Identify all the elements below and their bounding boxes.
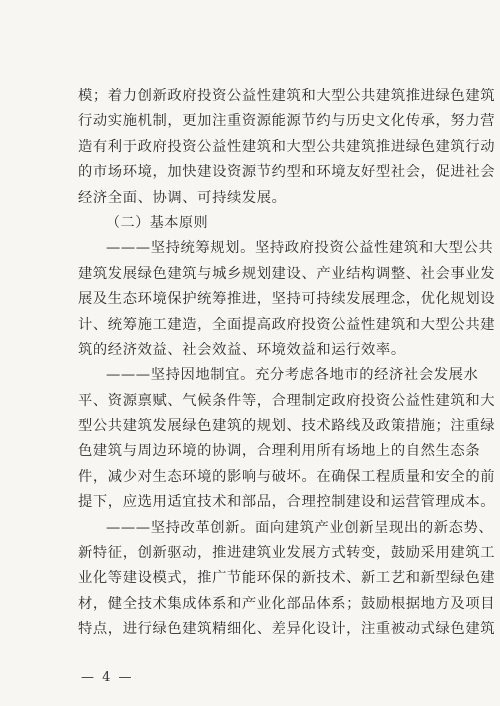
text-line: 筑的经济效益、社会效益、环境效益和运行效率。 — [78, 341, 406, 358]
page-number: — 4 — — [81, 670, 134, 685]
text-line: ———坚持改革创新。面向建筑产业创新呈现出的新态势、 — [106, 519, 494, 536]
text-line: 的市场环境，加快建设资源节约型和环境友好型社会，促进社会 — [78, 164, 496, 181]
text-line: 展及生态环境保护统筹推进，坚持可持续发展理念，优化规划设 — [78, 291, 496, 308]
text-line: 提下，应选用适宜技术和部品，合理控制建设和运营管理成本。 — [78, 494, 496, 511]
text-line: ———坚持统筹规划。坚持政府投资公益性建筑和大型公共 — [106, 240, 494, 257]
text-line: 色建筑与周边环境的协调，合理利用所有场地上的自然生态条 — [78, 443, 481, 460]
text-line: 平、资源禀赋、气候条件等，合理制定政府投资公益性建筑和大 — [78, 392, 496, 409]
text-line: ———坚持因地制宜。充分考虑各地市的经济社会发展水 — [106, 367, 479, 384]
text-line: 经济全面、协调、可持续发展。 — [78, 189, 287, 206]
text-line: 造有利于政府投资公益性建筑和大型公共建筑推进绿色建筑行动 — [78, 138, 496, 155]
text-line: 模；着力创新政府投资公益性建筑和大型公共建筑推进绿色建筑 — [78, 88, 496, 104]
body-text — [78, 86, 496, 645]
text-line: 计、统筹施工建造，全面提高政府投资公益性建筑和大型公共建 — [78, 316, 496, 333]
text-line: 特点，进行绿色建筑精细化、差异化设计，注重被动式绿色建筑 — [78, 621, 496, 638]
text-line: 建筑发展绿色建筑与城乡规划建设、产业结构调整、社会事业发 — [78, 265, 496, 282]
text-line: 新特征，创新驱动，推进建筑业发展方式转变，鼓励采用建筑工 — [78, 545, 496, 562]
section-heading: （二）基本原则 — [106, 214, 209, 231]
text-line: 材，健全技术集成体系和产业化部品体系；鼓励根据地方及项目 — [78, 595, 496, 612]
text-line: 型公共建筑发展绿色建筑的规划、技术路线及政策措施；注重绿 — [78, 418, 496, 435]
text-line: 业化等建设模式，推广节能环保的新技术、新工艺和新型绿色建 — [78, 570, 496, 587]
text-line: 行动实施机制，更加注重资源能源节约与历史文化传承，努力营 — [78, 113, 496, 130]
text-line: 件，减少对生态环境的影响与破坏。在确保工程质量和安全的前 — [78, 468, 496, 485]
